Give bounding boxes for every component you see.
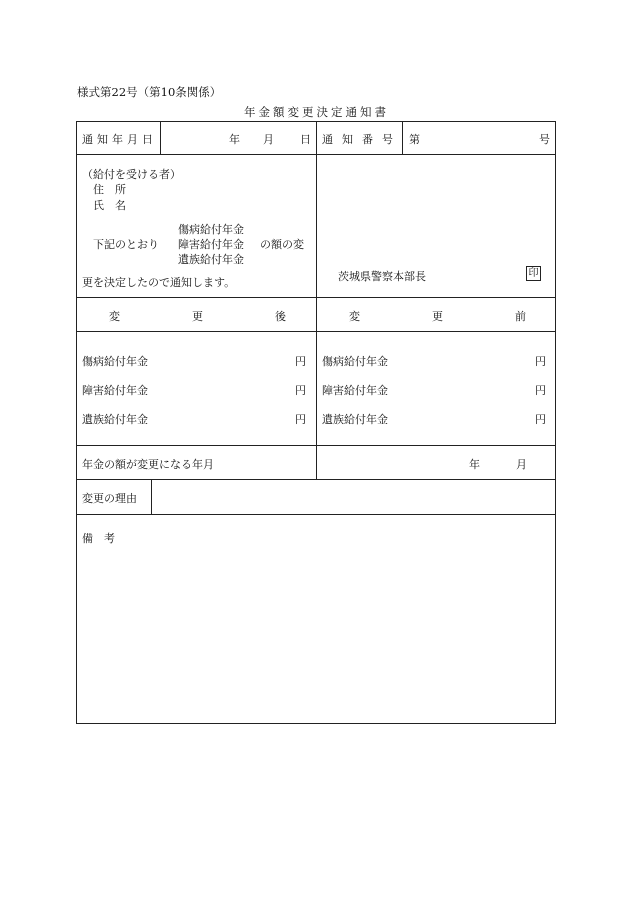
after-injury-unit: 円 — [295, 355, 306, 368]
notice-year-unit: 年 — [229, 133, 240, 146]
rule-number-label-right — [402, 121, 403, 154]
recipient-name-label: 氏 名 — [93, 199, 126, 212]
rule-date-label-right — [160, 121, 161, 154]
notice-month-unit: 月 — [263, 133, 274, 146]
issuer-name: 茨城県警察本部長 — [338, 270, 426, 283]
notice-pension-disability: 障害給付年金 — [178, 238, 244, 251]
after-injury-label: 傷病給付年金 — [82, 355, 148, 368]
notice-phrase-end: 更を決定したので通知します。 — [82, 276, 236, 289]
seal-mark: 印 — [526, 266, 541, 281]
after-survivor-label: 遺族給付年金 — [82, 413, 148, 426]
change-month-label: 年金の額が変更になる年月 — [82, 458, 214, 471]
after-disability-label: 障害給付年金 — [82, 384, 148, 397]
rule-center — [316, 121, 317, 479]
before-survivor-unit: 円 — [535, 413, 546, 426]
col-after-char-2: 更 — [192, 310, 203, 323]
recipient-heading: （給付を受ける者） — [82, 168, 181, 181]
col-before-char-3: 前 — [515, 310, 526, 323]
before-injury-label: 傷病給付年金 — [322, 355, 388, 368]
before-survivor-label: 遺族給付年金 — [322, 413, 388, 426]
form-title: 年金額変更決定通知書 — [244, 105, 389, 119]
notice-number-label: 通知番号 — [322, 133, 402, 146]
col-after-char-3: 後 — [275, 310, 286, 323]
after-survivor-unit: 円 — [295, 413, 306, 426]
rule-reason-label-right — [151, 479, 152, 514]
col-after-char-1: 変 — [109, 310, 120, 323]
rule-month-bottom — [76, 479, 556, 480]
notice-number-suffix: 号 — [539, 133, 550, 146]
form-id: 様式第22号（第10条関係） — [77, 85, 222, 99]
reason-label: 変更の理由 — [82, 492, 137, 505]
before-injury-unit: 円 — [535, 355, 546, 368]
change-month-year-unit: 年 — [469, 458, 480, 471]
notice-pension-injury: 傷病給付年金 — [178, 223, 244, 236]
remarks-label: 備 考 — [82, 532, 115, 545]
change-month-month-unit: 月 — [516, 458, 527, 471]
notice-intro: 下記のとおり — [93, 238, 159, 251]
recipient-address-label: 住 所 — [93, 183, 126, 196]
notice-number-prefix: 第 — [409, 133, 420, 146]
before-disability-unit: 円 — [535, 384, 546, 397]
before-disability-label: 障害給付年金 — [322, 384, 388, 397]
notice-pension-survivor: 遺族給付年金 — [178, 253, 244, 266]
notice-date-label: 通知年月日 — [82, 133, 157, 146]
notice-day-unit: 日 — [300, 133, 311, 146]
after-disability-unit: 円 — [295, 384, 306, 397]
rule-reason-bottom — [76, 514, 556, 515]
col-before-char-2: 更 — [432, 310, 443, 323]
col-before-char-1: 変 — [349, 310, 360, 323]
notice-phrase-tail: の額の変 — [260, 238, 304, 251]
